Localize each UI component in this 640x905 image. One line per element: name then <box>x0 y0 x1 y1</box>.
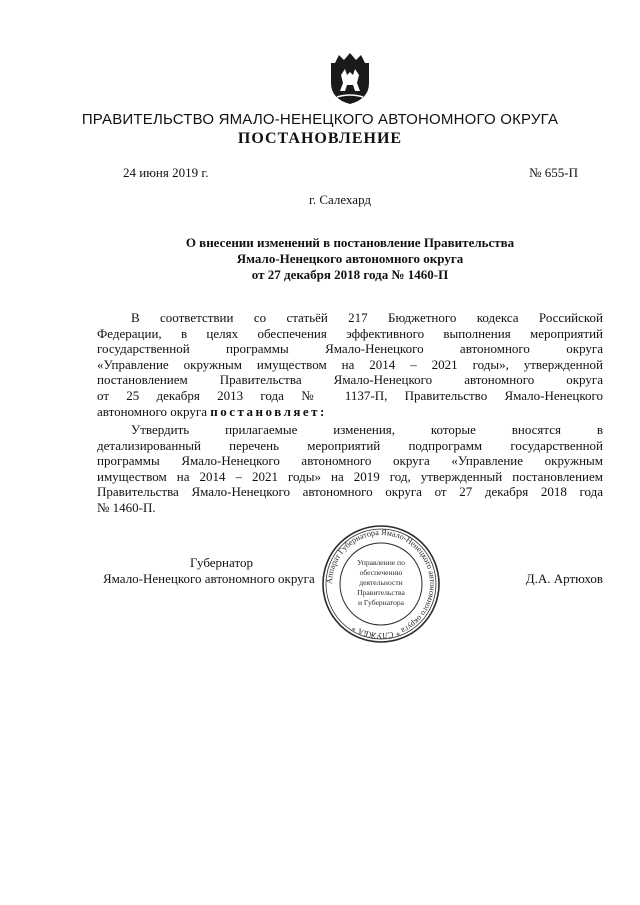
document-type: ПОСТАНОВЛЕНИЕ <box>237 130 403 147</box>
signatory-region: Ямало-Ненецкого автономного округа <box>103 571 315 586</box>
paragraph-line: государственной программы Ямало-Ненецкого автономного округа <box>97 341 603 357</box>
seal-center-line: Управление по <box>357 558 405 567</box>
official-seal <box>320 523 442 645</box>
seal-center-line: Правительства <box>357 588 405 597</box>
resolves-keyword: постановляет: <box>210 403 327 419</box>
paragraph-line: «Управление окружным имуществом на 2014 – 2021 годы», утвержденной <box>97 356 603 372</box>
seal-center-line: обеспечению <box>359 568 403 577</box>
document-city: г. Салехард <box>308 192 372 207</box>
paragraph-line: № 1460-П. <box>97 499 156 515</box>
paragraph-line: Федерации, в целях обеспечения эффективного выполнения мероприятий <box>97 325 603 341</box>
coat-of-arms-icon <box>327 53 373 105</box>
signatory-name: Д.А. Артюхов <box>525 571 603 586</box>
paragraph-line <box>97 404 603 420</box>
title-line: О внесении изменений в постановление Правительства <box>185 235 515 250</box>
paragraph-preamble <box>97 310 603 419</box>
seal-ring-text: Аппарат Губернатора Ямало-Ненецкого автономного округа * СЛУЖБА * <box>324 527 438 641</box>
document-title <box>0 235 640 283</box>
paragraph-line: от 25 декабря 2013 года № 1137-П, Правительство Ямало-Ненецкого <box>97 387 603 403</box>
document-number: № 655-П <box>529 165 578 180</box>
paragraph-line: Правительства Ямало-Ненецкого автономного округа от 27 декабря 2018 года <box>97 484 603 500</box>
title-line: Ямало-Ненецкого автономного округа <box>236 251 464 266</box>
paragraph-line: имуществом на 2014 – 2021 годы» на 2019 год, утвержденный постановлением <box>97 468 603 484</box>
seal-center-line: деятельности <box>359 578 403 587</box>
seal-center-line: и Губернатора <box>357 598 405 607</box>
paragraph-line: постановлением Правительства Ямало-Ненецкого автономного округа <box>97 372 603 388</box>
paragraph-line: В соответствии со статьёй 217 Бюджетного кодекса Российской <box>131 310 603 325</box>
organization-name: ПРАВИТЕЛЬСТВО ЯМАЛО-НЕНЕЦКОГО АВТОНОМНОГО ОКРУГА <box>81 111 559 128</box>
paragraph-line: программы Ямало-Ненецкого автономного округа «Управление окружным <box>97 453 603 469</box>
paragraph-resolution <box>97 422 603 516</box>
signatory-title: Губернатор <box>190 555 253 570</box>
paragraph-line: Утвердить прилагаемые изменения, которые вносятся в <box>131 422 603 437</box>
document-date: 24 июня 2019 г. <box>123 165 209 180</box>
paragraph-line: детализированный перечень мероприятий подпрограмм государственной <box>97 437 603 453</box>
title-line: от 27 декабря 2018 года № 1460-П <box>251 267 449 282</box>
paragraph-line-text: автономного округа <box>97 403 211 419</box>
